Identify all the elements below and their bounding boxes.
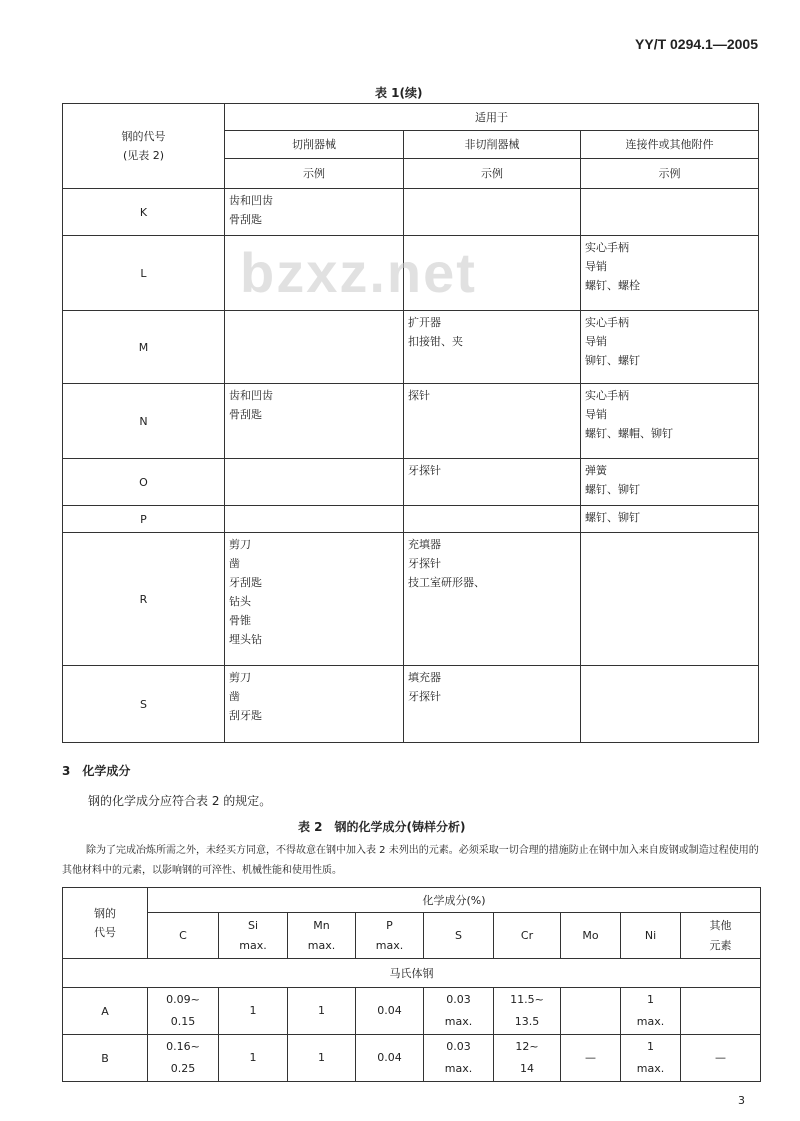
table2-note: 除为了完成冶炼所需之外，未经买方同意，不得故意在钢中加入表 2 未列出的元素。必须采取一切合理的措施防止在钢中加入来自废钢或制造过程使用的其他材料中的元素，以影响钢的可淬性、机械性能和使用性质。 bbox=[62, 845, 759, 876]
noncutting-examples: 探针 bbox=[404, 384, 581, 459]
composition-value: 0.03 max. bbox=[424, 1035, 494, 1082]
steel-code: K bbox=[63, 189, 225, 236]
col-code-header: 钢的代号 (见表 2) bbox=[63, 104, 225, 189]
standard-number: YY/T 0294.1—2005 bbox=[635, 36, 758, 52]
cutting-examples: 剪刀 凿 刮牙匙 bbox=[225, 666, 404, 743]
composition-value: 0.04 bbox=[356, 988, 424, 1035]
example-header: 示例 bbox=[404, 159, 581, 189]
composition-value: — bbox=[681, 1035, 761, 1082]
table-row bbox=[63, 189, 759, 236]
table-row bbox=[63, 384, 759, 459]
composition-value bbox=[681, 988, 761, 1035]
connector-examples: 弹簧 螺钉、铆钉 bbox=[581, 459, 759, 506]
steel-code: M bbox=[63, 311, 225, 384]
connector-examples: 实心手柄 导销 螺钉、螺栓 bbox=[581, 236, 759, 311]
group-noncutting: 非切削器械 bbox=[404, 131, 581, 159]
element-header: P max. bbox=[356, 913, 424, 959]
composition-value: 1 bbox=[288, 988, 356, 1035]
table2-title: 表 2 钢的化学成分(铸样分析) bbox=[298, 820, 466, 834]
table-row bbox=[63, 1035, 761, 1082]
watermark: bzxz.net bbox=[240, 241, 477, 304]
connector-examples: 实心手柄 导销 铆钉、螺钉 bbox=[581, 311, 759, 384]
steel-code: S bbox=[63, 666, 225, 743]
composition-value: 0.03 max. bbox=[424, 988, 494, 1035]
cutting-examples bbox=[225, 311, 404, 384]
steel-code: R bbox=[63, 533, 225, 666]
element-header: 其他 元素 bbox=[681, 913, 761, 959]
section-paragraph: 钢的化学成分应符合表 2 的规定。 bbox=[88, 794, 272, 808]
group-cutting: 切削器械 bbox=[225, 131, 404, 159]
connector-examples bbox=[581, 189, 759, 236]
table1 bbox=[62, 103, 759, 743]
composition-value: 1 bbox=[288, 1035, 356, 1082]
steel-code: A bbox=[63, 988, 148, 1035]
table-row bbox=[63, 666, 759, 743]
noncutting-examples: 扩开器 扣接钳、夹 bbox=[404, 311, 581, 384]
composition-value: 11.5~ 13.5 bbox=[494, 988, 561, 1035]
noncutting-examples bbox=[404, 189, 581, 236]
col-code-header: 钢的 代号 bbox=[63, 888, 148, 959]
cutting-examples bbox=[225, 459, 404, 506]
element-header: Mo bbox=[561, 913, 621, 959]
element-header: Si max. bbox=[219, 913, 288, 959]
steel-code: L bbox=[63, 236, 225, 311]
steel-code: P bbox=[63, 506, 225, 533]
connector-examples: 实心手柄 导销 螺钉、螺帽、铆钉 bbox=[581, 384, 759, 459]
composition-value: 12~ 14 bbox=[494, 1035, 561, 1082]
steel-code: N bbox=[63, 384, 225, 459]
page-number: 3 bbox=[738, 1094, 745, 1107]
steel-code: B bbox=[63, 1035, 148, 1082]
composition-value bbox=[561, 988, 621, 1035]
connector-examples: 螺钉、铆钉 bbox=[581, 506, 759, 533]
noncutting-examples: 充填器 牙探针 技工室研形器、 bbox=[404, 533, 581, 666]
element-header: Mn max. bbox=[288, 913, 356, 959]
applies-to-header: 适用于 bbox=[225, 104, 759, 131]
noncutting-examples: 填充器 牙探针 bbox=[404, 666, 581, 743]
table1-title: 表 1(续) bbox=[375, 86, 423, 100]
group-connectors: 连接件或其他附件 bbox=[581, 131, 759, 159]
section-heading: 3 化学成分 bbox=[62, 764, 131, 778]
table-row bbox=[63, 533, 759, 666]
element-header: S bbox=[424, 913, 494, 959]
composition-value: 1 bbox=[219, 988, 288, 1035]
composition-value: 0.16~ 0.25 bbox=[148, 1035, 219, 1082]
composition-value: — bbox=[561, 1035, 621, 1082]
cutting-examples: 齿和凹齿 骨刮匙 bbox=[225, 189, 404, 236]
composition-value: 1 bbox=[219, 1035, 288, 1082]
example-header: 示例 bbox=[225, 159, 404, 189]
table-row bbox=[63, 459, 759, 506]
table-row bbox=[63, 988, 761, 1035]
cutting-examples: 剪刀 凿 牙刮匙 钻头 骨锥 埋头钻 bbox=[225, 533, 404, 666]
composition-value: 0.09~ 0.15 bbox=[148, 988, 219, 1035]
noncutting-examples bbox=[404, 506, 581, 533]
element-header: Cr bbox=[494, 913, 561, 959]
composition-header: 化学成分(%) bbox=[148, 888, 761, 913]
cutting-examples: 齿和凹齿 骨刮匙 bbox=[225, 384, 404, 459]
element-header: C bbox=[148, 913, 219, 959]
composition-value: 1 max. bbox=[621, 1035, 681, 1082]
element-header: Ni bbox=[621, 913, 681, 959]
connector-examples bbox=[581, 533, 759, 666]
example-header: 示例 bbox=[581, 159, 759, 189]
group-martensitic: 马氏体钢 bbox=[63, 959, 761, 988]
table2 bbox=[62, 887, 761, 1082]
table-row bbox=[63, 311, 759, 384]
connector-examples bbox=[581, 666, 759, 743]
steel-code: O bbox=[63, 459, 225, 506]
cutting-examples bbox=[225, 506, 404, 533]
composition-value: 1 max. bbox=[621, 988, 681, 1035]
table-row bbox=[63, 506, 759, 533]
noncutting-examples: 牙探针 bbox=[404, 459, 581, 506]
composition-value: 0.04 bbox=[356, 1035, 424, 1082]
